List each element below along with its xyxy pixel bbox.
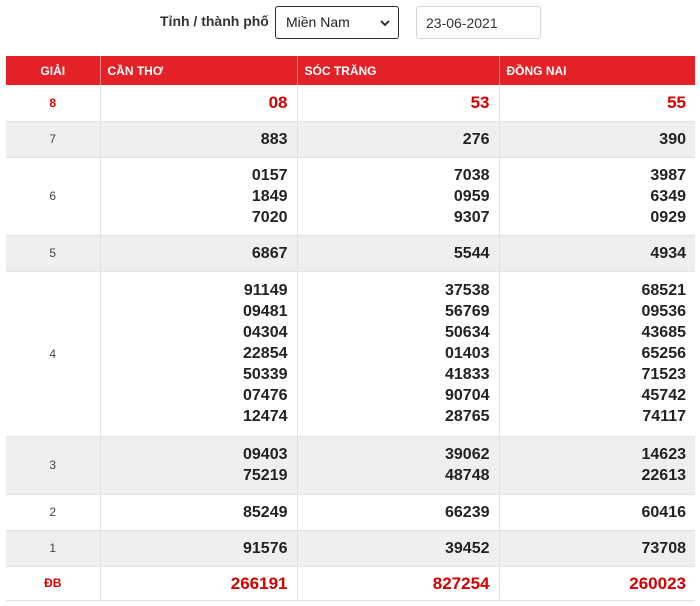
region-select-value: Miền Nam [286, 14, 350, 30]
result-number: 01403 [445, 345, 490, 362]
prize-label: 1 [6, 530, 100, 566]
result-number: 12474 [243, 408, 288, 425]
result-cell [100, 494, 297, 530]
result-cell [100, 85, 297, 121]
result-number: 1849 [251, 187, 288, 205]
result-cell [100, 566, 297, 600]
result-cell [100, 530, 297, 566]
prize-label: 7 [6, 121, 100, 157]
result-cell [297, 235, 499, 271]
result-number: 68521 [641, 282, 686, 299]
result-cell [499, 530, 695, 566]
result-cell [499, 85, 695, 121]
table-row [6, 494, 695, 530]
result-cell [100, 235, 297, 271]
results-table [6, 56, 695, 601]
result-number: 45742 [641, 387, 686, 404]
table-row [6, 566, 695, 600]
table-row [6, 157, 695, 235]
result-number: 827254 [432, 573, 490, 593]
filter-bar [0, 0, 700, 55]
result-number: 260023 [629, 573, 686, 593]
result-cell [499, 235, 695, 271]
result-number: 14623 [641, 446, 686, 463]
result-cell [499, 566, 695, 600]
result-number: 266191 [230, 573, 288, 593]
result-cell [499, 494, 695, 530]
header-row [6, 56, 695, 85]
prize-label: ĐB [6, 566, 100, 600]
province-label: Tỉnh / thành phố [160, 13, 269, 29]
result-number: 04304 [243, 324, 288, 341]
result-number: 6867 [251, 244, 288, 262]
result-number: 9307 [453, 208, 490, 226]
table-row [6, 271, 695, 436]
region-select[interactable] [275, 6, 399, 39]
result-number: 0959 [453, 187, 490, 205]
result-number: 50339 [243, 366, 288, 383]
result-cell [297, 566, 499, 600]
result-cell [297, 121, 499, 157]
result-cell [499, 271, 695, 436]
result-number: 4934 [650, 244, 686, 262]
result-number: 60416 [641, 503, 686, 521]
result-number: 50634 [445, 324, 490, 341]
result-cell [499, 157, 695, 235]
result-number: 91149 [243, 282, 288, 299]
result-number: 71523 [641, 366, 686, 383]
result-number: 65256 [641, 345, 686, 362]
result-number: 7038 [453, 166, 490, 184]
result-number: 6349 [650, 187, 686, 205]
result-cell [297, 530, 499, 566]
result-number: 53 [470, 93, 490, 113]
result-number: 07476 [243, 387, 288, 404]
result-number: 0929 [650, 208, 686, 226]
result-number: 22854 [243, 345, 288, 362]
header-province-2: SÓC TRĂNG [297, 56, 499, 85]
result-number: 90704 [445, 387, 490, 404]
result-cell [297, 494, 499, 530]
result-cell [100, 436, 297, 494]
result-number: 43685 [641, 324, 686, 341]
result-cell [499, 121, 695, 157]
header-province-1: CẦN THƠ [100, 56, 297, 85]
result-cell [297, 436, 499, 494]
result-number: 09536 [641, 303, 686, 320]
result-cell [100, 121, 297, 157]
header-province-3: ĐỒNG NAI [499, 56, 695, 85]
result-number: 39062 [445, 446, 490, 463]
prize-label: 2 [6, 494, 100, 530]
result-number: 5544 [453, 244, 490, 262]
result-number: 276 [462, 130, 490, 148]
result-cell [100, 271, 297, 436]
result-number: 75219 [243, 467, 288, 484]
results-body [6, 85, 695, 600]
result-number: 37538 [445, 282, 490, 299]
result-number: 0157 [251, 166, 288, 184]
prize-label: 6 [6, 157, 100, 235]
prize-label: 3 [6, 436, 100, 494]
prize-label: 8 [6, 85, 100, 121]
result-number: 7020 [251, 208, 288, 226]
result-number: 85249 [243, 503, 288, 521]
table-row [6, 436, 695, 494]
result-number: 66239 [445, 503, 490, 521]
result-number: 09481 [243, 303, 288, 320]
table-row [6, 121, 695, 157]
result-number: 55 [667, 93, 686, 113]
chevron-down-icon [379, 17, 391, 29]
result-number: 74117 [642, 408, 686, 425]
result-number: 3987 [650, 166, 686, 184]
result-number: 08 [268, 93, 288, 113]
result-number: 48748 [445, 467, 490, 484]
date-input[interactable]: 23-06-2021 [416, 6, 541, 39]
result-number: 390 [659, 130, 686, 148]
result-number: 28765 [445, 408, 490, 425]
result-number: 09403 [243, 446, 288, 463]
header-prize: GIẢI [6, 56, 100, 85]
result-cell [297, 85, 499, 121]
result-cell [100, 157, 297, 235]
table-row [6, 530, 695, 566]
result-cell [297, 271, 499, 436]
result-number: 91576 [243, 539, 288, 557]
result-number: 73708 [641, 539, 686, 557]
result-number: 41833 [445, 366, 490, 383]
table-row [6, 85, 695, 121]
result-number: 39452 [445, 539, 490, 557]
table-row [6, 235, 695, 271]
result-number: 22613 [641, 467, 686, 484]
prize-label: 4 [6, 271, 100, 436]
result-cell [499, 436, 695, 494]
result-number: 56769 [445, 303, 490, 320]
prize-label: 5 [6, 235, 100, 271]
result-number: 883 [260, 130, 288, 148]
result-cell [297, 157, 499, 235]
